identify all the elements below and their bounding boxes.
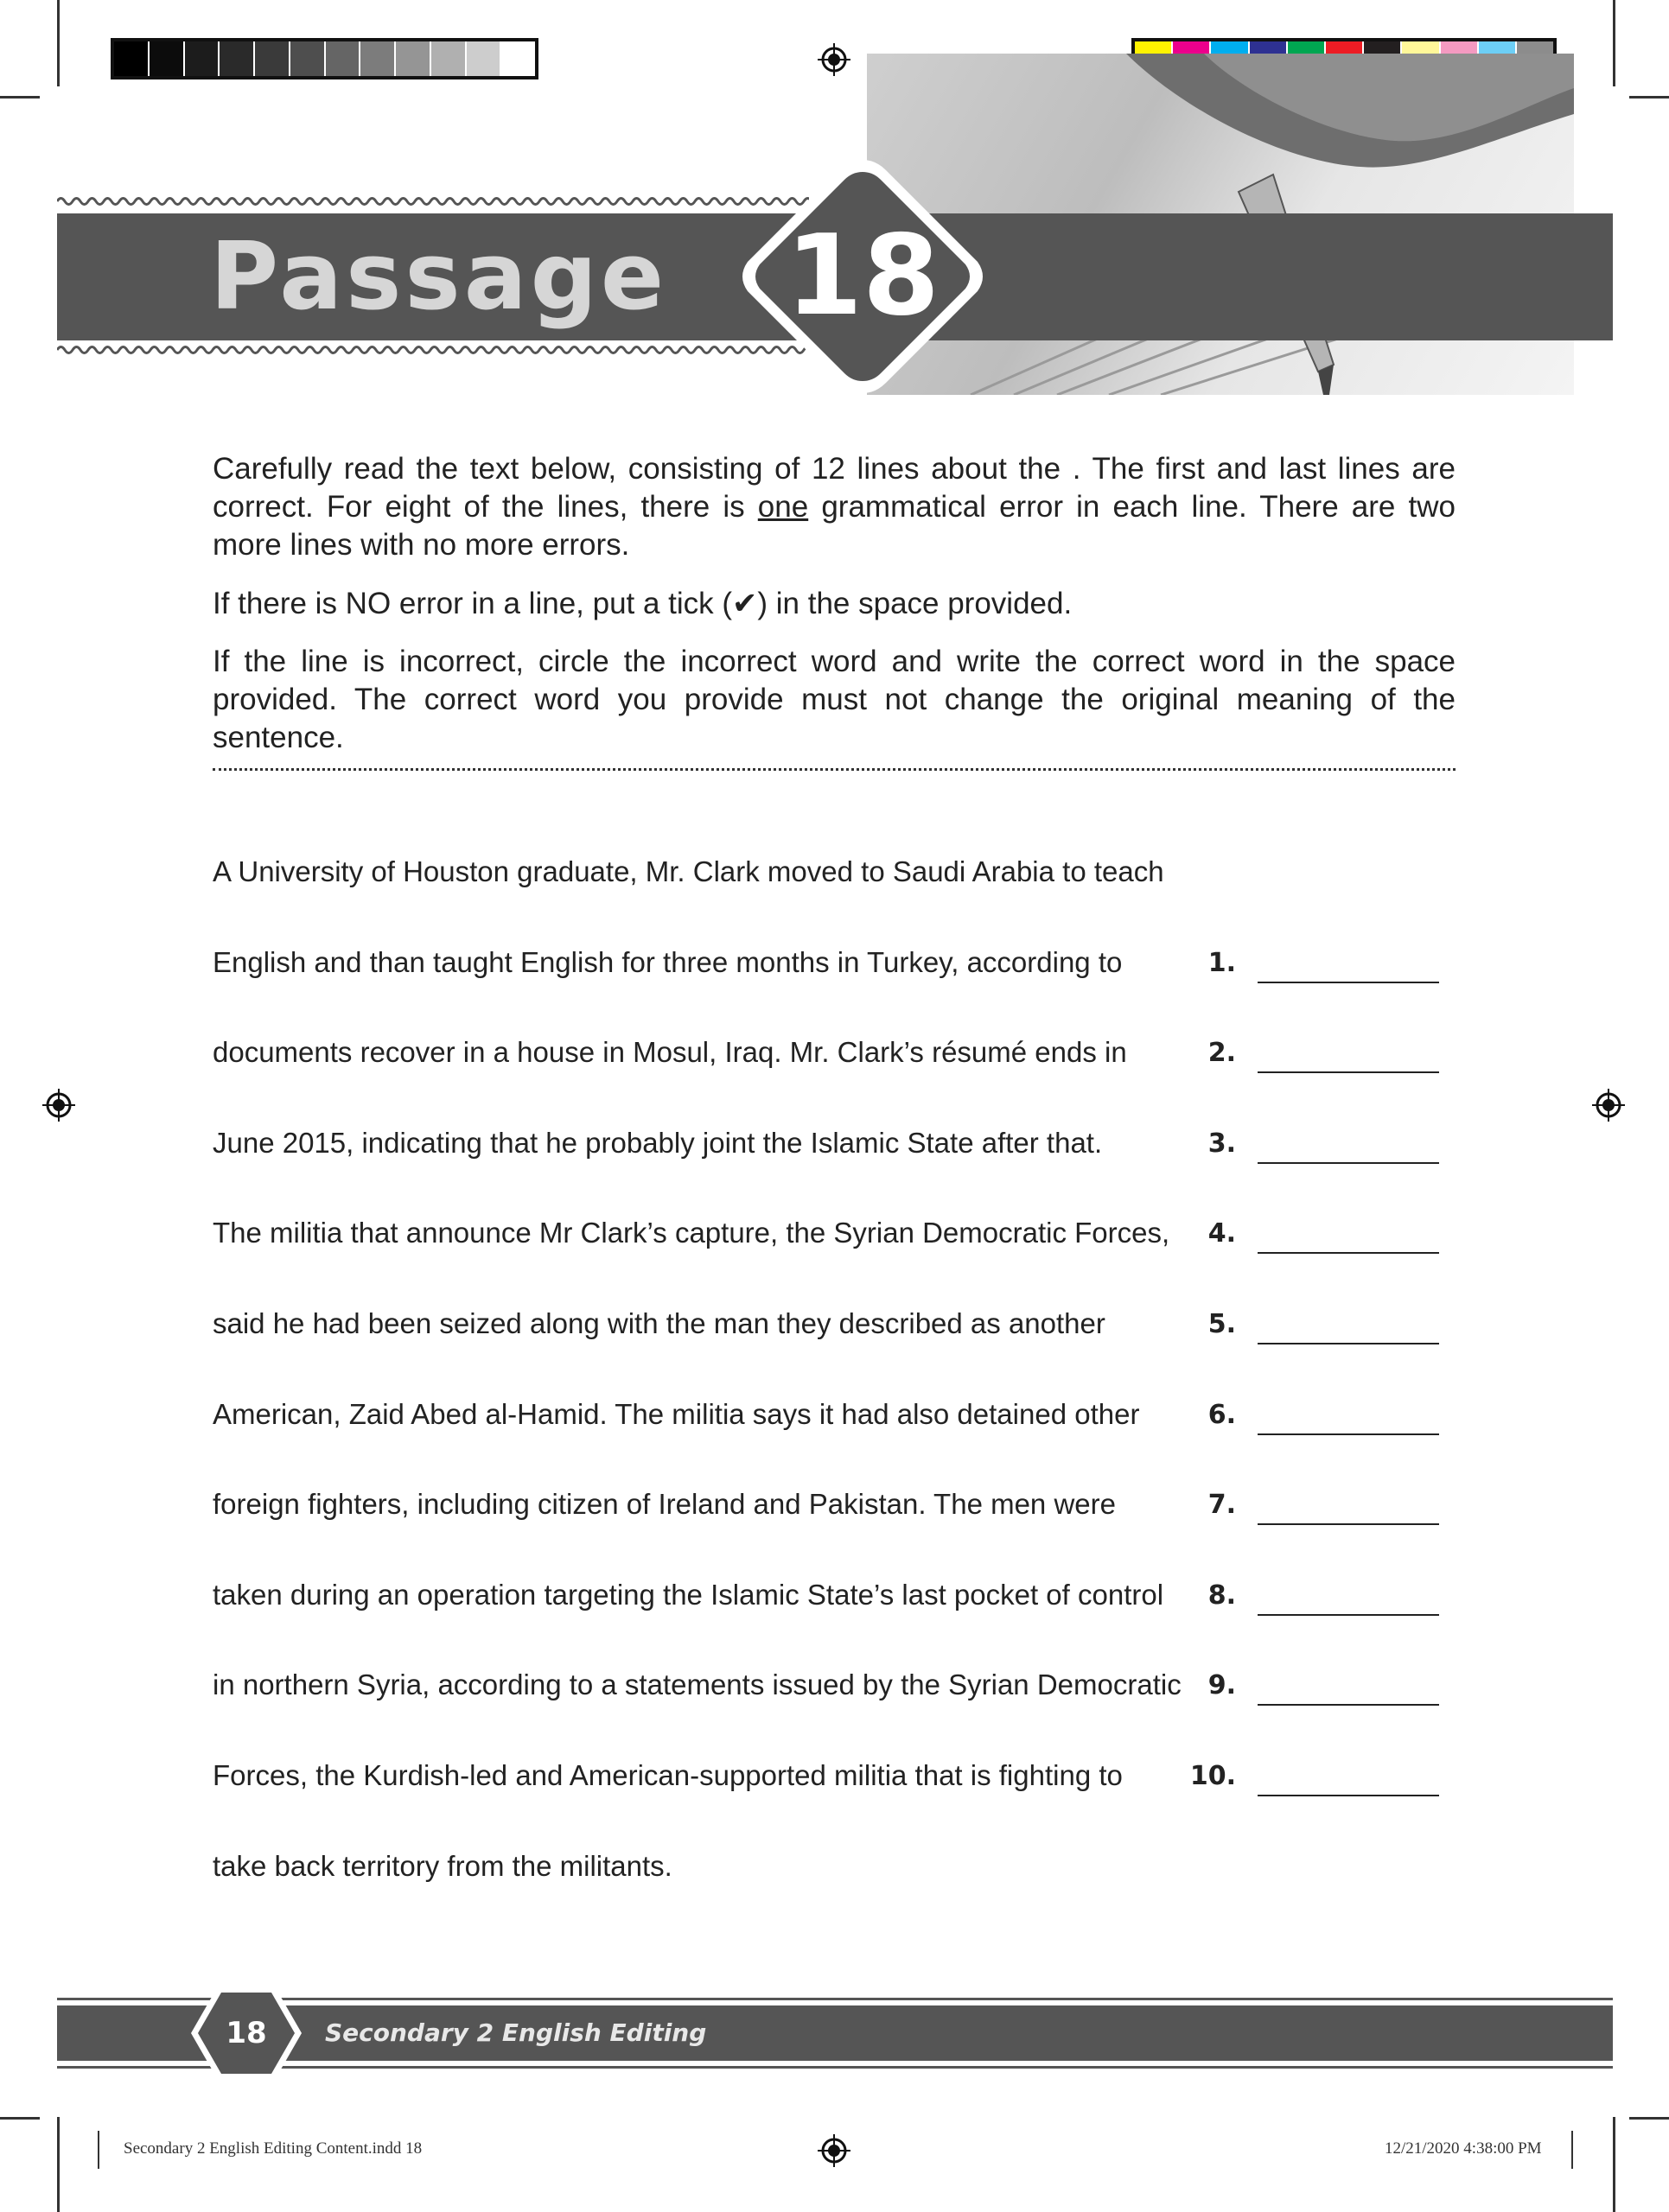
passage-line: A University of Houston graduate, Mr. Clark moved to Saudi Arabia to teach [213,855,1164,887]
line-number: 2. [1207,1038,1236,1069]
swatch [185,41,220,76]
crop-mark [0,2117,40,2120]
line-number: 5. [1207,1309,1236,1339]
passage-line: take back territory from the militants. [213,1849,672,1882]
instruction-text: Carefully read the text below, consisting of 12 lines about the . The first and last lines are correct. For eight of the lines, there is [213,452,1456,524]
crop-mark [0,96,40,99]
line-number: 3. [1207,1128,1236,1159]
passage-line: in northern Syria, according to a statements issued by the Syrian Democratic [213,1669,1182,1701]
line-number: 1. [1207,947,1236,978]
answer-blank[interactable] [1258,1704,1439,1706]
passage-line: taken during an operation targeting the Islamic State’s last pocket of control [213,1578,1164,1611]
swatch [114,41,150,76]
crop-mark [57,2117,60,2212]
answer-blank[interactable] [1258,1162,1439,1164]
header-wavy-line [57,343,809,357]
crop-mark [1613,2117,1615,2212]
crop-mark [1629,2117,1669,2120]
instruction-paragraph-1 [213,450,1456,564]
answer-blank[interactable] [1258,1252,1439,1254]
slug-divider [98,2131,99,2169]
line-number: 4. [1207,1218,1236,1249]
passage-line: documents recover in a house in Mosul, Iraq. Mr. Clark’s résumé ends in [213,1036,1127,1069]
crop-mark [1629,96,1669,99]
swatch [396,41,431,76]
swatch [220,41,255,76]
swatch [467,41,502,76]
footer-page-number: 18 [226,2016,267,2050]
swatch [326,41,361,76]
answer-blank[interactable] [1258,1343,1439,1344]
slug-timestamp: 12/21/2020 4:38:00 PM [1385,2139,1542,2158]
swatch [501,41,535,76]
line-number: 7. [1207,1490,1236,1521]
passage-line: foreign fighters, including citizen of Ireland and Pakistan. The men were [213,1488,1116,1521]
passage-line: June 2015, indicating that he probably joint the Islamic State after that. [213,1126,1103,1159]
crop-mark [1613,0,1615,86]
swatch [360,41,396,76]
passage-number: 18 [785,212,940,340]
header-band-end [1573,213,1613,340]
instruction-paragraph-2: If there is NO error in a line, put a tick (✔) in the space provided. [213,587,1073,620]
instruction-paragraph-3: If the line is incorrect, circle the incorrect word and write the correct word in the space provided. The correct word you provide must not change the original meaning of the sentence. [213,645,1456,754]
slug-divider [1571,2131,1573,2169]
swatch [150,41,185,76]
line-number: 6. [1207,1399,1236,1430]
instruction-text: grammatical error in each line. There are two more lines with no more errors. [213,490,1456,562]
registration-mark-icon [818,43,850,76]
crop-mark [57,0,60,86]
swatch [255,41,290,76]
swatch [431,41,467,76]
passage-line: English and than taught English for three months in Turkey, according to [213,945,1123,978]
dotted-divider [213,768,1456,771]
page-title: Passage [210,223,668,331]
answer-blank[interactable] [1258,1523,1439,1525]
header-wavy-line [57,194,809,208]
swatch [290,41,326,76]
instruction-emphasis: one [757,490,809,524]
answer-blank[interactable] [1258,1795,1439,1796]
footer-book-title: Secondary 2 English Editing [325,2018,707,2047]
registration-mark-icon [1592,1089,1625,1122]
slug-file-name: Secondary 2 English Editing Content.indd 18 [124,2139,423,2158]
passage-line: American, Zaid Abed al-Hamid. The militia says it had also detained other [213,1397,1140,1430]
answer-blank[interactable] [1258,1614,1439,1616]
passage-line: said he had been seized along with the man they described as another [213,1307,1105,1339]
answer-blank[interactable] [1258,1071,1439,1073]
grayscale-bar [111,38,538,79]
passage-line: The militia that announce Mr Clark’s capture, the Syrian Democratic Forces, [213,1217,1170,1249]
line-number: 10. [1189,1761,1236,1791]
registration-mark-icon [818,2134,850,2167]
answer-blank[interactable] [1258,1433,1439,1435]
line-number: 8. [1207,1580,1236,1611]
passage-line: Forces, the Kurdish-led and American-supported militia that is fighting to [213,1759,1123,1791]
answer-blank[interactable] [1258,982,1439,983]
registration-mark-icon [42,1089,75,1122]
line-number: 9. [1207,1670,1236,1701]
